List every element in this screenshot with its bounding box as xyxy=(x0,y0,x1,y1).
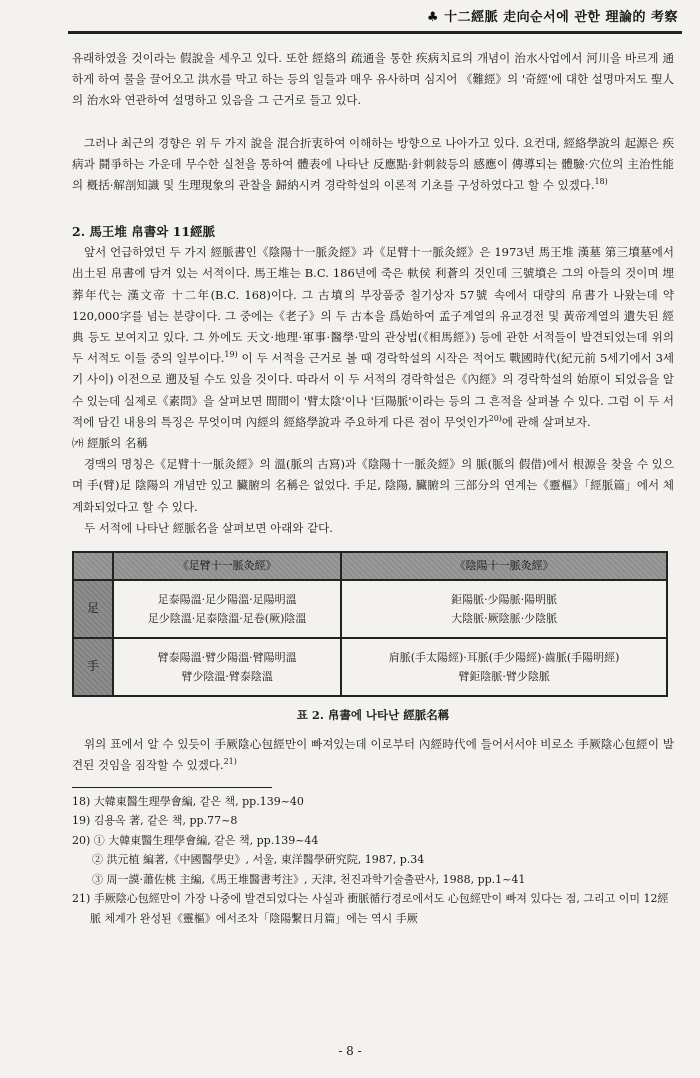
section-heading: 2. 馬王堆 帛書와 11經脈 xyxy=(72,224,216,240)
table-cell-line: 鉅陽脈·少陽脈·陽明脈 xyxy=(451,593,558,607)
table-cell xyxy=(341,638,667,696)
paragraph-2 xyxy=(72,133,674,197)
paragraph-gap xyxy=(72,112,674,133)
paragraph-3-text-a: 앞서 언급하였던 두 가지 經脈書인《陰陽十一脈灸經》과《足臂十一脈灸經》은 1973년 馬王堆 漢墓 第三墳墓에서 出土된 帛書에 담겨 있는 서적이다. 馬王堆는 B.C. 186년에 죽은 軑侯 利蒼의 것인데 三號墳은 그의 아들의 것이며 埋葬年代는 漢文帝 十二年(B.C. 168)이다. 그 古墳의 부장품중 칠기상자 57號 속에서 대량의 帛書가 나왔는데 약 120,000字를 넘는 분량이다. 그 중에는《老子》의 두 古本을 爲始하여 孟子계열의 유교경전 및 黃帝계열의 遺失된 經典 등도 보여지고 있다. 그 外에도 天文·地理·軍事·醫學·말의 관상법(《相馬經》) 등에 관한 서적들이 발견되었는데 위의 두 서적도 이들 중의 일부이다. xyxy=(72,245,674,366)
footnote-21: 21) 手厥陰心包經만이 가장 나중에 발견되었다는 사실과 衝脈循行경로에서도 心包經만이 빠져 있다는 점, 그리고 이미 12經脈 체계가 완성된《靈樞》에서조차「陰陽繫日月篇」에는 역시 手厥 xyxy=(72,892,669,925)
table-header-zubi: 《足臂十一脈灸經》 xyxy=(113,552,341,580)
table-caption: 표 2. 帛書에 나타난 經脈名稱 xyxy=(296,708,450,723)
running-header-title: ♣ 十二經脈 走向순서에 관한 理論的 考察 xyxy=(426,10,678,25)
paragraph-gap xyxy=(72,196,674,217)
table-cell xyxy=(113,638,341,696)
page-number: - 8 - xyxy=(338,1044,362,1058)
paragraph-6-text: 위의 표에서 알 수 있듯이 手厥陰心包經만이 빠져있는데 이로부터 內經時代에 들어서서야 비로소 手厥陰心包經이 발견된 것임을 짐작할 수 있겠다. xyxy=(72,737,674,773)
table-header-yinyang: 《陰陽十一脈灸經》 xyxy=(341,552,667,580)
paragraph-1: 유래하였을 것이라는 假說을 세우고 있다. 또한 經絡의 疏通을 통한 疾病치료의 개념이 治水사업에서 河川을 바르게 通하게 하여 물을 끌어오고 洪水를 막고 하는 등의 일들과 매우 유사하며 심지어 《難經》의 '奇經'에 대한 설명마저도 聖人의 治水와 연관하여 설명하고 있음을 그 근거로 들고 있다. xyxy=(72,51,674,108)
footnote-ref-19: 19) xyxy=(224,350,238,360)
subsection-heading: ㈎ 經脈의 名稱 xyxy=(72,436,148,451)
page-body xyxy=(72,48,674,928)
footnote-ref-21: 21) xyxy=(223,757,237,767)
footnote-20-3: ③ 周一謨·蕭佐桃 主編,《馬王堆醫書考注》, 天津, 천진과학기술출판사, 1988, pp.1~41 xyxy=(92,872,526,886)
footnote-ref-18: 18) xyxy=(594,177,608,187)
header-rule xyxy=(68,31,682,34)
table-header-row xyxy=(73,552,667,580)
paragraph-3-text-c: 에 관해 살펴보자. xyxy=(501,414,591,429)
footnote-ref-20: 20) xyxy=(488,414,502,424)
table-cell-line: 足少陰溫·足泰陰溫·足卷(厥)陰溫 xyxy=(147,612,307,626)
table-cell-line: 臂鉅陰脈·臂少陰脈 xyxy=(458,670,550,684)
footnote-20-1: 20) ① 大韓東醫生理學會編, 같은 책, pp.139~44 xyxy=(72,833,319,847)
table-cell-line: 大陰脈·厥陰脈·少陰脈 xyxy=(451,612,558,626)
footnote-rule xyxy=(72,787,272,788)
footnote-18: 18) 大韓東醫生理學會編, 같은 책, pp.139~40 xyxy=(72,794,304,808)
table-cell-line: 臂泰陽溫·臂少陽溫·臂陽明溫 xyxy=(157,651,297,665)
table-row-label-foot: 足 xyxy=(73,580,113,638)
table-corner-cell xyxy=(73,552,113,580)
table-cell xyxy=(341,580,667,638)
footnote-19: 19) 김용옥 著, 같은 책, pp.77~8 xyxy=(72,814,238,828)
paragraph-2-text: 그러나 최근의 경향은 위 두 가지 說을 混合折衷하여 이해하는 방향으로 나아가고 있다. 요컨대, 經絡學說의 起源은 疾病과 鬪爭하는 가운데 무수한 실천을 통하여 體表에 나타난 反應點·針刺敍등의 感應이 傳導되는 體驗·穴位의 主治性能의 槪括·解剖知識 및 生理現象의 관찰을 歸納시켜 경락학설의 이론적 기초를 구성하였다고 할 수 있겠다. xyxy=(72,135,674,193)
table-cell xyxy=(113,580,341,638)
paragraph-5: 두 서적에 나타난 經脈名을 살펴보면 아래와 같다. xyxy=(84,520,333,535)
table-row-label-hand: 手 xyxy=(73,638,113,696)
table-cell-line: 肩脈(手太陽經)·耳脈(手少陽經)·齒脈(手陽明經) xyxy=(388,651,620,665)
paragraph-3 xyxy=(72,242,674,433)
footnote-20-2: ② 洪元植 編著,《中國醫學史》, 서울, 東洋醫學硏究院, 1987, p.34 xyxy=(92,853,425,867)
paragraph-6 xyxy=(72,734,674,776)
table-row xyxy=(73,638,667,696)
table-row xyxy=(73,580,667,638)
table-cell-line: 足泰陽溫·足少陽溫·足陽明溫 xyxy=(157,593,297,607)
paragraph-4: 경맥의 명칭은《足臂十一脈灸經》의 溫(脈의 古寫)과《陰陽十一脈灸經》의 脈(脈의 假借)에서 根源을 찾을 수 있으며 手(臂)足 陰陽의 개념만 있고 臟腑의 名稱은 없었다. 手足, 陰陽, 臟腑의 三部分의 연계는《靈樞》「經脈篇」에서 체계화되었다고 할 수 있다. xyxy=(72,457,674,514)
paragraph-3-text-b: 이 두 서적을 근거로 볼 때 경락학설의 시작은 적어도 戰國時代(紀元前 5세기에서 3세기 사이) 이전으로 遡及될 수도 있을 것이다. 따라서 이 두 서적의 경락학설은《內經》의 경락학설의 始原이 되었음을 알 수 있는데 실제로《素問》을 살펴보면 間間이 '臂太陰'이나 '巨陽脈'이라는 등의 그 흔적을 살펴볼 수 있다. 그럼 이 두 서적에 담긴 내용의 특징은 무엇이며 內經의 經絡學說과 주요하게 다른 점이 무엇인가 xyxy=(72,351,674,429)
meridian-name-table xyxy=(72,551,668,697)
footnotes xyxy=(72,792,674,929)
table-cell-line: 臂少陰溫·臂泰陰溫 xyxy=(181,670,273,684)
running-header xyxy=(0,0,700,36)
meridian-table-wrap xyxy=(72,551,674,697)
